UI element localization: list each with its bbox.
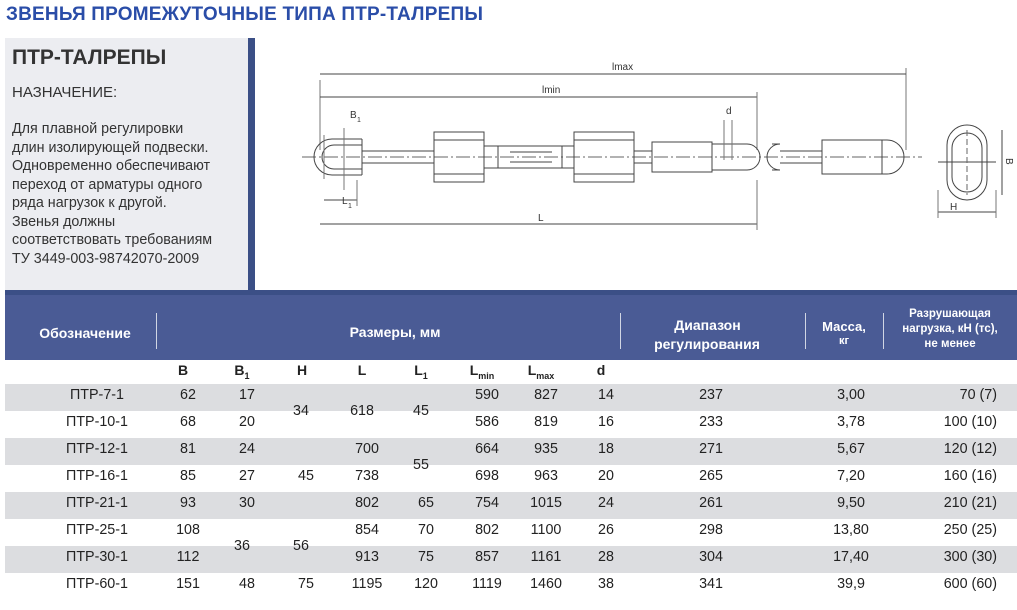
cell-d: 20 (598, 468, 614, 484)
col-h (297, 362, 307, 378)
merged-h-34: 34 (293, 403, 309, 419)
cell-b: 108 (176, 522, 200, 538)
cell-lmin: 1119 (472, 576, 502, 592)
panel-title: ПТР-ТАЛРЕПЫ (12, 46, 167, 69)
cell-lmin: 754 (475, 495, 499, 511)
cell-name: ПТР-16-1 (66, 468, 128, 484)
col-lmin (470, 362, 495, 381)
cell-name: ПТР-12-1 (66, 441, 128, 457)
cell-lmax: 1161 (530, 549, 562, 565)
cell-range: 341 (699, 576, 723, 592)
cell-name: ПТР-7-1 (70, 387, 124, 403)
panel-description (12, 120, 248, 268)
cell-name: ПТР-30-1 (66, 549, 128, 565)
b1-label: B (350, 110, 357, 121)
description-line: Для плавной регулировки (12, 121, 184, 137)
cell-b1: 30 (239, 495, 255, 511)
table-row (5, 546, 1017, 573)
cell-l: 913 (355, 549, 379, 565)
cell-b1: 17 (239, 387, 255, 403)
cell-name: ПТР-21-1 (66, 495, 128, 511)
cell-b1: 24 (239, 441, 255, 457)
header-designation: Обозначение (39, 325, 131, 341)
col-h-text: H (296, 362, 308, 378)
col-d-text: d (596, 362, 606, 378)
header-dimensions: Размеры, мм (349, 324, 441, 340)
cell-d: 26 (598, 522, 614, 538)
cell-l1: 65 (418, 495, 434, 511)
table-row (5, 492, 1017, 519)
cell-load: 70 (7) (959, 387, 997, 403)
cell-b1: 20 (239, 414, 255, 430)
col-lmin-text: L (469, 362, 479, 378)
b-side-label: B (1003, 158, 1014, 165)
cell-d: 16 (598, 414, 614, 430)
d-label: d (726, 106, 732, 117)
cell-d: 14 (598, 387, 614, 403)
l1-label: L (342, 196, 348, 207)
cell-mass: 5,67 (837, 441, 865, 457)
header-range-line2: регулирования (654, 336, 760, 352)
description-line: Звенья должны (12, 213, 116, 230)
header-load-line3: не менее (924, 338, 976, 350)
cell-lmax: 1100 (530, 522, 562, 538)
cell-range: 237 (699, 387, 723, 403)
cell-lmin: 590 (475, 387, 499, 403)
cell-l: 854 (355, 522, 379, 538)
cell-load: 160 (16) (943, 468, 997, 484)
cell-lmax: 963 (534, 468, 558, 484)
cell-lmax: 1015 (530, 495, 562, 511)
cell-d: 28 (598, 549, 614, 565)
col-l (358, 362, 367, 378)
panel-divider (248, 38, 255, 292)
cell-lmin: 802 (475, 522, 499, 538)
h-label: H (950, 202, 958, 213)
col-lmax-sub: max (536, 370, 555, 381)
col-l-text: L (357, 362, 367, 378)
cell-name: ПТР-60-1 (66, 576, 128, 592)
col-b1-text: B (234, 362, 245, 378)
cell-mass: 39,9 (837, 576, 865, 592)
col-l1-text: L (414, 362, 423, 378)
cell-load: 250 (25) (943, 522, 997, 538)
col-b1 (234, 362, 249, 381)
cell-b: 85 (180, 468, 196, 484)
cell-b: 68 (180, 414, 196, 430)
cell-load: 300 (30) (943, 549, 997, 565)
col-b (178, 362, 188, 378)
cell-b: 62 (180, 387, 196, 403)
cell-l: 700 (355, 441, 379, 457)
cell-mass: 9,50 (837, 495, 865, 511)
cell-range: 271 (699, 441, 723, 457)
merged-h-56: 56 (293, 538, 309, 554)
table-row (5, 384, 1017, 411)
cell-load: 100 (10) (943, 414, 997, 430)
header-mass-line1: Масса, (822, 319, 866, 334)
cell-range: 298 (699, 522, 723, 538)
header-load-line2: нагрузка, кН (тс), (902, 323, 998, 335)
cell-l1: 70 (418, 522, 434, 538)
col-b-text: B (177, 362, 189, 378)
header-separator (620, 313, 621, 349)
cell-l1: 75 (418, 549, 434, 565)
cell-b1: 48 (239, 576, 255, 592)
merged-l-618: 618 (350, 403, 374, 419)
header-mass-line2: кг (838, 335, 850, 347)
merged-b1-36: 36 (234, 538, 250, 554)
cell-h: 45 (298, 468, 314, 484)
cell-mass: 3,00 (837, 387, 865, 403)
cell-name: ПТР-25-1 (66, 522, 128, 538)
info-panel (5, 38, 248, 290)
cell-b: 93 (180, 495, 196, 511)
table-header (5, 295, 1017, 360)
description-line: переход от арматуры одного (12, 176, 203, 193)
lmax-label: lmax (612, 62, 634, 73)
cell-load: 120 (12) (943, 441, 997, 457)
table-row (5, 438, 1017, 465)
col-l1 (414, 362, 428, 381)
header-separator (156, 313, 157, 349)
cell-mass: 17,40 (833, 549, 869, 565)
cell-l: 738 (355, 468, 379, 484)
cell-l: 802 (355, 495, 379, 511)
l1-sub-label: 1 (348, 203, 352, 210)
cell-mass: 13,80 (833, 522, 869, 538)
cell-lmax: 827 (534, 387, 558, 403)
cell-lmin: 698 (475, 468, 499, 484)
col-lmin-sub: min (478, 370, 495, 381)
cell-lmin: 586 (475, 414, 499, 430)
cell-h: 75 (298, 576, 314, 592)
cell-lmax: 935 (534, 441, 558, 457)
turnbuckle-drawing (262, 40, 1017, 288)
table-row (5, 411, 1017, 438)
cell-range: 265 (699, 468, 723, 484)
cell-d: 24 (598, 495, 614, 511)
cell-name: ПТР-10-1 (66, 414, 128, 430)
description-line: ТУ 3449-003-98742070-2009 (12, 250, 200, 267)
cell-l1: 120 (414, 576, 438, 592)
header-load-line1: Разрушающая (909, 308, 991, 320)
cell-d: 38 (598, 576, 614, 592)
cell-b: 112 (176, 549, 200, 565)
page-title: ЗВЕНЬЯ ПРОМЕЖУТОЧНЫЕ ТИПА ПТР-ТАЛРЕПЫ (6, 4, 484, 25)
lmin-label: lmin (542, 85, 561, 96)
cell-range: 261 (699, 495, 723, 511)
col-d (597, 362, 606, 378)
description-line: длин изолирующей подвески. (12, 139, 209, 156)
cell-b: 151 (176, 576, 200, 592)
col-lmax-text: L (527, 362, 537, 378)
cell-lmax: 819 (534, 414, 558, 430)
cell-b1: 27 (239, 468, 255, 484)
b1-sub-label: 1 (357, 117, 361, 124)
cell-mass: 7,20 (837, 468, 865, 484)
description-line: ряда нагрузок к другой. (12, 195, 167, 211)
table-row (5, 519, 1017, 546)
merged-l1-45: 45 (413, 403, 429, 419)
col-l1-sub: 1 (422, 370, 428, 381)
merged-l1-55: 55 (413, 457, 429, 473)
table-row (5, 465, 1017, 492)
description-line: Одновременно обеспечивают (12, 158, 211, 174)
cell-range: 304 (699, 549, 723, 565)
cell-load: 600 (60) (943, 576, 997, 592)
cell-lmax: 1460 (530, 576, 562, 592)
col-b1-sub: 1 (244, 370, 250, 381)
header-separator (883, 313, 884, 349)
header-range-line1: Диапазон (674, 317, 741, 333)
cell-load: 210 (21) (943, 495, 997, 511)
l-label: L (538, 213, 544, 224)
panel-subtitle: НАЗНАЧЕНИЕ: (12, 84, 118, 101)
cell-d: 18 (598, 441, 614, 457)
cell-mass: 3,78 (837, 414, 865, 430)
description-line: соответствовать требованиям (12, 232, 213, 248)
col-lmax (528, 362, 555, 381)
cell-l: 1195 (351, 576, 383, 592)
dimension-subheader (5, 360, 1017, 384)
cell-range: 233 (699, 414, 723, 430)
table-row (5, 573, 1017, 600)
cell-lmin: 857 (475, 549, 499, 565)
cell-b: 81 (180, 441, 196, 457)
cell-lmin: 664 (475, 441, 499, 457)
